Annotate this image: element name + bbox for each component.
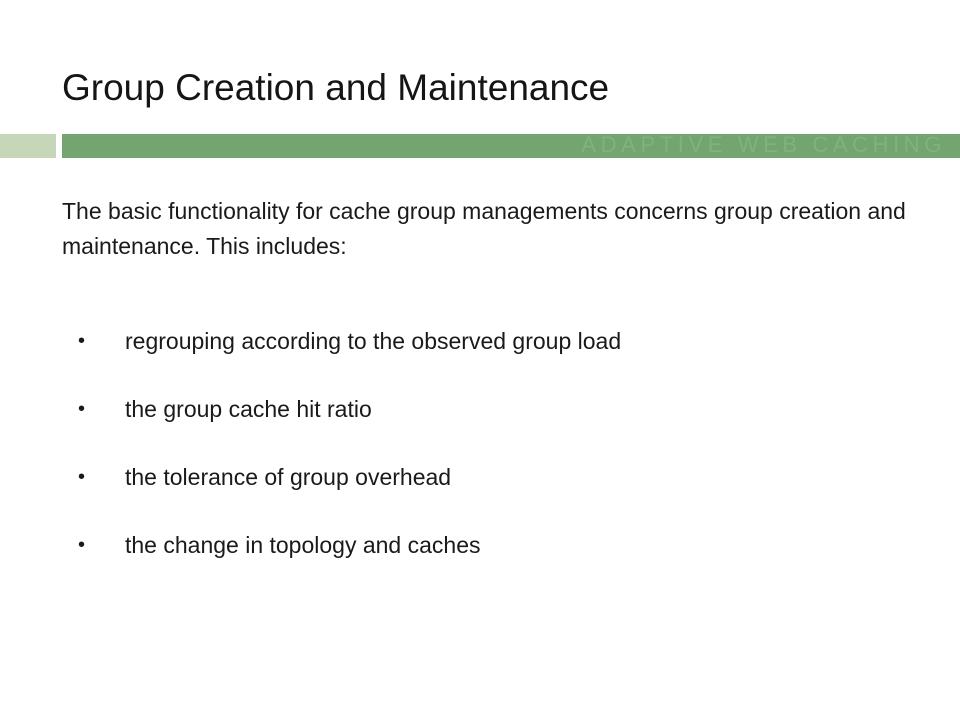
bullet-icon: •: [78, 466, 86, 488]
bullet-icon: •: [78, 330, 86, 352]
bullet-text: the change in topology and caches: [125, 532, 481, 558]
bullet-text: regrouping according to the observed group load: [125, 328, 622, 354]
bullet-text: the tolerance of group overhead: [125, 464, 452, 490]
bullet-icon: •: [78, 398, 86, 420]
intro-paragraph: The basic functionality for cache group managements concerns group creation and maintenance. This includes:: [62, 198, 906, 259]
bullet-text: the group cache hit ratio: [125, 396, 372, 422]
slide-subtitle: ADAPTIVE WEB CACHING: [581, 132, 946, 157]
decorative-bar-left: [0, 134, 56, 158]
slide-title: Group Creation and Maintenance: [62, 67, 610, 108]
bullet-icon: •: [78, 534, 86, 556]
